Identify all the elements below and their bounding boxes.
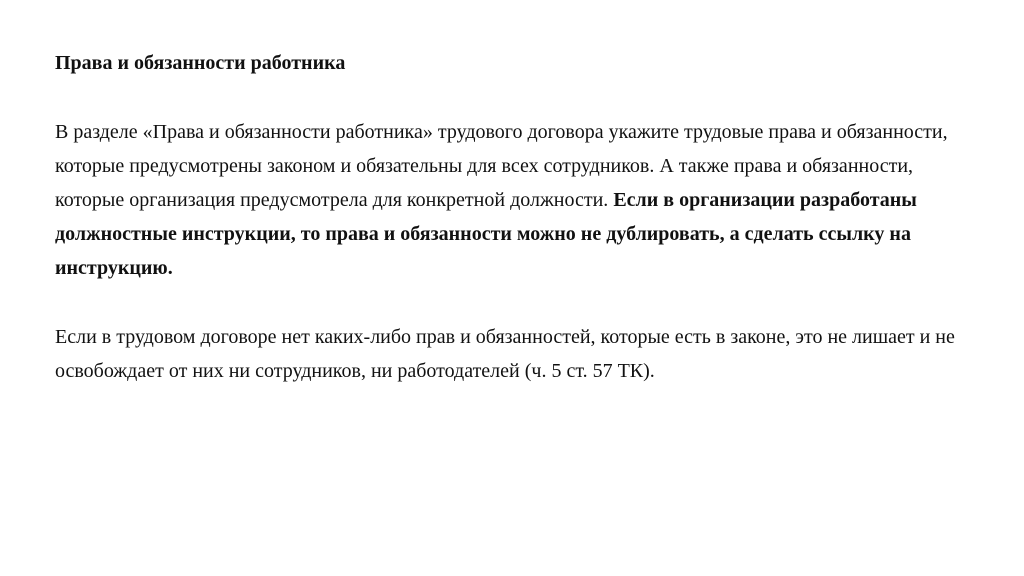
paragraph-rights-emphasis: Если в организации разработаны должностные инструкции, то права и обязанности можно не дублировать, а сделать ссылку на инструкцию. <box>55 189 917 279</box>
paragraph-legal-note: Если в трудовом договоре нет каких-либо прав и обязанностей, которые есть в законе, это не лишает и не освобождает от них ни сотрудников, ни работодателей (ч. 5 ст. 57 ТК). <box>55 326 955 382</box>
paragraph-rights-section <box>55 115 960 285</box>
slide-heading: Права и обязанности работника <box>55 52 346 74</box>
paragraph-rights-text: В разделе «Права и обязанности работника» трудового договора укажите трудовые права и обязанности, которые предусмотрены законом и обязательны для всех сотрудников. А также права и обязанности, которые организация предусмотрела для конкретной должности. <box>55 121 948 211</box>
